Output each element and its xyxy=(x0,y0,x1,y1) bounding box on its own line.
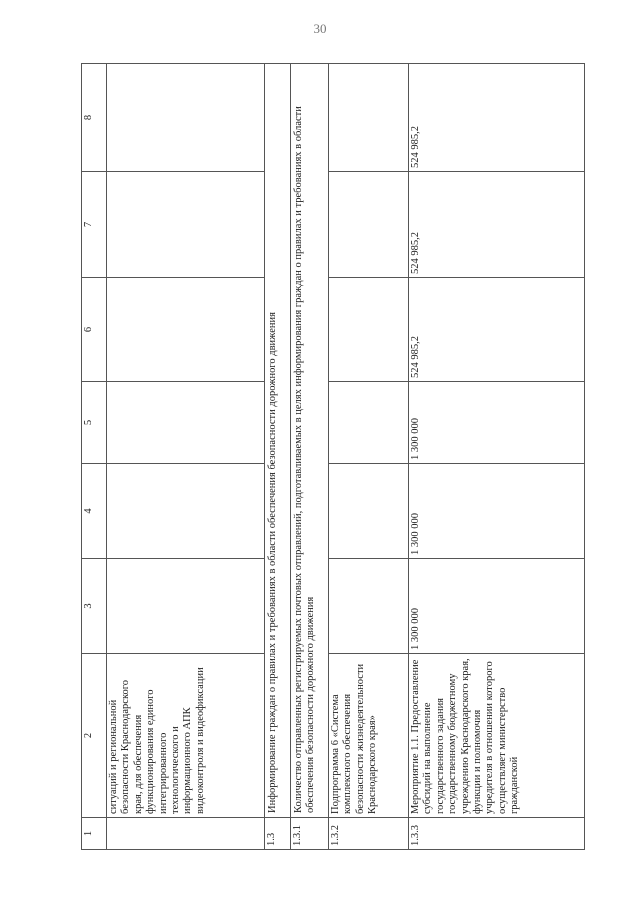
cell-c5 xyxy=(107,382,265,464)
row-number: 1.3.1 xyxy=(291,818,329,850)
rotated-table-area xyxy=(81,64,587,850)
section-row xyxy=(291,64,329,850)
row-number: 1.3 xyxy=(265,818,291,850)
cell-c6: 524 985,2 xyxy=(409,278,585,382)
cell-c7: 524 985,2 xyxy=(409,172,585,278)
table-row xyxy=(107,64,265,850)
header-cell: 3 xyxy=(82,559,107,654)
cell-c6 xyxy=(329,278,409,382)
cell-c8: 524 985,2 xyxy=(409,64,585,172)
header-cell: 5 xyxy=(82,382,107,464)
cell-c8 xyxy=(329,64,409,172)
cell-c7 xyxy=(329,172,409,278)
table-row xyxy=(329,64,409,850)
header-cell: 8 xyxy=(82,64,107,172)
cell-c3: 1 300 000 xyxy=(409,559,585,654)
header-cell: 1 xyxy=(82,818,107,850)
cell-c6 xyxy=(107,278,265,382)
section-title: Информирование граждан о правилах и требованиях в области обеспечения безопасности дорожного движения xyxy=(265,64,291,818)
row-number: 1.3.2 xyxy=(329,818,409,850)
header-cell: 7 xyxy=(82,172,107,278)
table-row xyxy=(409,64,585,850)
header-cell: 6 xyxy=(82,278,107,382)
row-name: Подпрограмма 6 «Система комплексного обеспечения безопасности жизнедеятельности Краснодарского края» xyxy=(329,654,409,818)
row-number xyxy=(107,818,265,850)
page-number: 30 xyxy=(313,21,327,36)
row-name: ситуаций и региональной безопасности Краснодарского края, для обеспечения функционирования единого интегрированного технологического и информационного АПК видеоконтроля и видеофиксации xyxy=(107,654,265,818)
header-row xyxy=(82,64,107,850)
cell-c7 xyxy=(107,172,265,278)
cell-c5 xyxy=(329,382,409,464)
cell-c5: 1 300 000 xyxy=(409,382,585,464)
cell-c3 xyxy=(107,559,265,654)
cell-c3 xyxy=(329,559,409,654)
program-table xyxy=(81,63,585,850)
cell-c8 xyxy=(107,64,265,172)
rotated-table-container xyxy=(81,64,587,850)
cell-c4 xyxy=(329,464,409,559)
row-number: 1.3.3 xyxy=(409,818,585,850)
cell-c4 xyxy=(107,464,265,559)
header-cell: 4 xyxy=(82,464,107,559)
cell-c4: 1 300 000 xyxy=(409,464,585,559)
header-cell: 2 xyxy=(82,654,107,818)
section-row xyxy=(265,64,291,850)
row-name: Мероприятие 1.1. Предоставление субсидий на выполнение государственного задания государственному бюджетному учреждению Краснодарского края, функции и полномочия учредителя в отношении которого осуществляет министерство гражданской xyxy=(409,654,585,818)
section-title: Количество отправленных регистрируемых почтовых отправлений, подготавливаемых в целях информирования граждан о правилах и требованиях в области обеспечения безопасности дорожного движения xyxy=(291,64,329,818)
